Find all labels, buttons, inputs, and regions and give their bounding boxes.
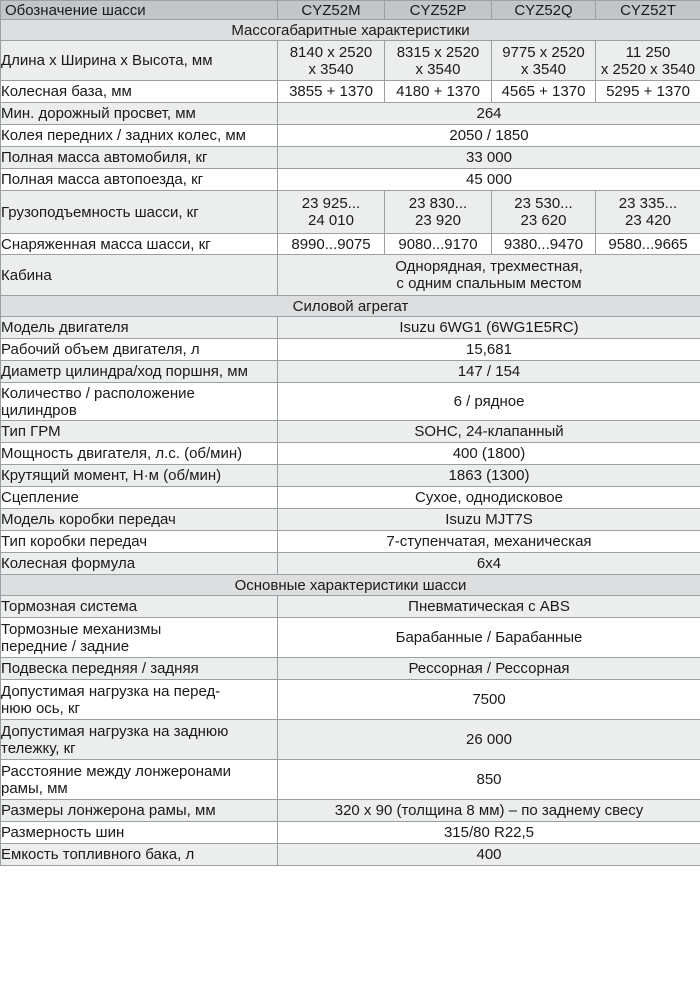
model-value: 9080...9170 [385, 234, 492, 255]
shared-value: 6 / рядное [278, 383, 700, 421]
table-row [1, 317, 700, 339]
table-row [1, 596, 700, 618]
table-row [1, 553, 700, 575]
shared-value: 26 000 [278, 720, 700, 760]
section-title: Основные характеристики шасси [1, 575, 700, 596]
section-title: Массогабаритные характеристики [1, 20, 700, 41]
row-label: Сцепление [1, 487, 278, 509]
header-label: Обозначение шасси [1, 1, 278, 20]
row-label: Тормозная система [1, 596, 278, 618]
section-header [1, 575, 700, 596]
table-row [1, 509, 700, 531]
row-label: Рабочий объем двигателя, л [1, 339, 278, 361]
model-value: 23 335... 23 420 [596, 191, 700, 234]
table-row [1, 103, 700, 125]
model-value: 8315 x 2520 x 3540 [385, 41, 492, 81]
table-body [1, 20, 700, 866]
row-label: Допустимая нагрузка на перед- нюю ось, кг [1, 680, 278, 720]
shared-value: Рессорная / Рессорная [278, 658, 700, 680]
table-row [1, 443, 700, 465]
shared-value: 400 (1800) [278, 443, 700, 465]
table-row [1, 421, 700, 443]
row-label: Диаметр цилиндра/ход поршня, мм [1, 361, 278, 383]
model-value: 4565 + 1370 [492, 81, 596, 103]
row-label: Снаряженная масса шасси, кг [1, 234, 278, 255]
row-label: Модель коробки передач [1, 509, 278, 531]
row-label: Количество / расположение цилиндров [1, 383, 278, 421]
shared-value: Барабанные / Барабанные [278, 618, 700, 658]
table-row [1, 680, 700, 720]
section-title: Силовой агрегат [1, 296, 700, 317]
table-row [1, 169, 700, 191]
model-value: 3855 + 1370 [278, 81, 385, 103]
shared-value: Однорядная, трехместная, с одним спальным местом [278, 255, 700, 296]
section-header [1, 296, 700, 317]
shared-value: 2050 / 1850 [278, 125, 700, 147]
table-row [1, 822, 700, 844]
shared-value: 147 / 154 [278, 361, 700, 383]
row-label: Тормозные механизмы передние / задние [1, 618, 278, 658]
table-row [1, 361, 700, 383]
row-label: Мощность двигателя, л.с. (об/мин) [1, 443, 278, 465]
row-label: Кабина [1, 255, 278, 296]
row-label: Длина х Ширина х Высота, мм [1, 41, 278, 81]
model-value: 23 530... 23 620 [492, 191, 596, 234]
shared-value: 33 000 [278, 147, 700, 169]
table-row [1, 531, 700, 553]
shared-value: 6x4 [278, 553, 700, 575]
shared-value: 7-ступенчатая, механическая [278, 531, 700, 553]
table-row [1, 760, 700, 800]
shared-value: 850 [278, 760, 700, 800]
model-value: 5295 + 1370 [596, 81, 700, 103]
row-label: Емкость топливного бака, л [1, 844, 278, 866]
table-row [1, 465, 700, 487]
row-label: Размеры лонжерона рамы, мм [1, 800, 278, 822]
table-row [1, 383, 700, 421]
table-row [1, 844, 700, 866]
table-row [1, 658, 700, 680]
table-row [1, 81, 700, 103]
model-value: 8140 x 2520 x 3540 [278, 41, 385, 81]
model-cyz52p: CYZ52P [385, 1, 492, 20]
model-value: 23 925... 24 010 [278, 191, 385, 234]
shared-value: 400 [278, 844, 700, 866]
row-label: Тип ГРМ [1, 421, 278, 443]
shared-value: 7500 [278, 680, 700, 720]
model-value: 9380...9470 [492, 234, 596, 255]
row-label: Тип коробки передач [1, 531, 278, 553]
shared-value: SOHC, 24-клапанный [278, 421, 700, 443]
model-value: 4180 + 1370 [385, 81, 492, 103]
model-value: 8990...9075 [278, 234, 385, 255]
row-label: Модель двигателя [1, 317, 278, 339]
model-value: 9580...9665 [596, 234, 700, 255]
table-row [1, 41, 700, 81]
table-header [1, 1, 700, 20]
shared-value: Isuzu 6WG1 (6WG1E5RC) [278, 317, 700, 339]
table-row [1, 125, 700, 147]
model-cyz52q: CYZ52Q [492, 1, 596, 20]
shared-value: 264 [278, 103, 700, 125]
table-row [1, 720, 700, 760]
row-label: Расстояние между лонжеронами рамы, мм [1, 760, 278, 800]
model-value: 9775 x 2520 x 3540 [492, 41, 596, 81]
shared-value: 15,681 [278, 339, 700, 361]
table-row [1, 147, 700, 169]
row-label: Колесная формула [1, 553, 278, 575]
row-label: Полная масса автомобиля, кг [1, 147, 278, 169]
section-header [1, 20, 700, 41]
model-value: 23 830... 23 920 [385, 191, 492, 234]
row-label: Колесная база, мм [1, 81, 278, 103]
row-label: Колея передних / задних колес, мм [1, 125, 278, 147]
table-row [1, 191, 700, 234]
row-label: Крутящий момент, Н·м (об/мин) [1, 465, 278, 487]
table-row [1, 339, 700, 361]
row-label: Допустимая нагрузка на заднюю тележку, кг [1, 720, 278, 760]
shared-value: 1863 (1300) [278, 465, 700, 487]
row-label: Размерность шин [1, 822, 278, 844]
row-label: Полная масса автопоезда, кг [1, 169, 278, 191]
table-row [1, 618, 700, 658]
row-label: Мин. дорожный просвет, мм [1, 103, 278, 125]
shared-value: Пневматическая с ABS [278, 596, 700, 618]
model-value: 11 250 x 2520 x 3540 [596, 41, 700, 81]
shared-value: 315/80 R22,5 [278, 822, 700, 844]
table-row [1, 255, 700, 296]
shared-value: 320 x 90 (толщина 8 мм) – по заднему свесу [278, 800, 700, 822]
shared-value: 45 000 [278, 169, 700, 191]
table-row [1, 800, 700, 822]
model-cyz52m: CYZ52M [278, 1, 385, 20]
shared-value: Сухое, однодисковое [278, 487, 700, 509]
row-label: Подвеска передняя / задняя [1, 658, 278, 680]
table-row [1, 234, 700, 255]
model-cyz52t: CYZ52T [596, 1, 700, 20]
row-label: Грузоподъемность шасси, кг [1, 191, 278, 234]
table-row [1, 487, 700, 509]
shared-value: Isuzu MJT7S [278, 509, 700, 531]
